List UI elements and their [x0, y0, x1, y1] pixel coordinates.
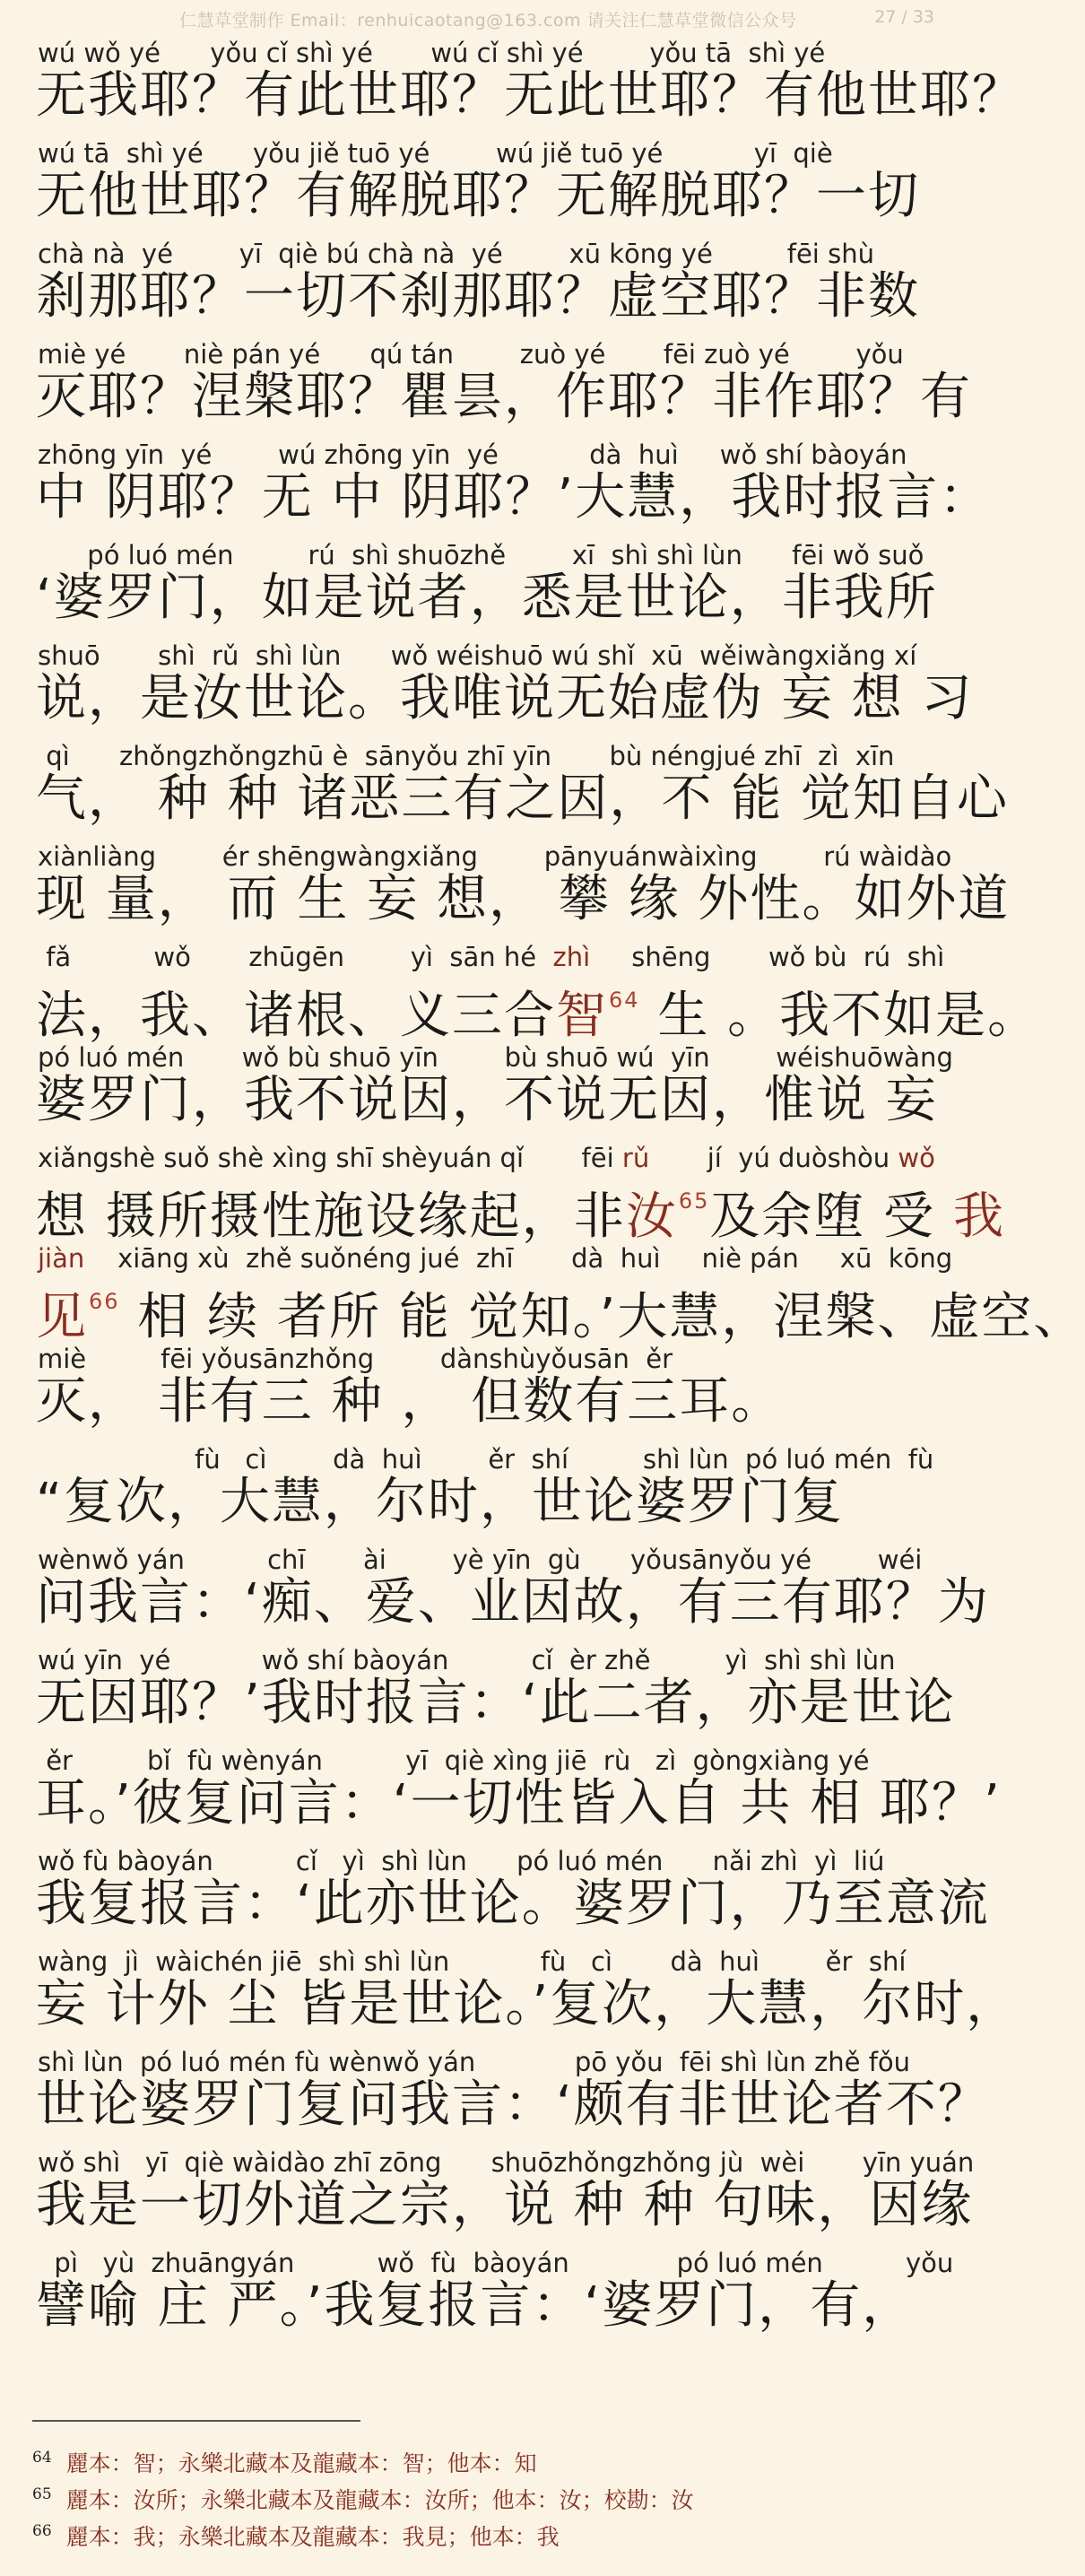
pinyin-text: pó luó mén rú shì shuōzhě xī shì shì lùn fēi wǒ suǒ: [38, 540, 924, 570]
pinyin-row: [38, 1946, 942, 1977]
hanzi-row: [36, 1774, 1002, 1833]
pinyin-text: xiǎngshè suǒ shè xìng shī shèyuán qǐ fēi: [38, 1143, 622, 1173]
hanzi-text: 说，是汝世论。我唯说无始虚伪 妄 想 习: [36, 669, 974, 727]
page-current: 27: [874, 7, 897, 27]
footnote-divider: [32, 2420, 360, 2422]
text-line: [0, 938, 1040, 1045]
hanzi-row: [36, 2176, 974, 2235]
hanzi-text: 气， 种 种 诸恶三有之因，不 能 觉知自心: [36, 770, 1010, 828]
pinyin-text: chà nà yé yī qiè bú chà nà yé xū kōng yé fēi shù: [38, 239, 874, 269]
footnote-item: [32, 2476, 938, 2513]
hanzi-text: 想 摄所摄性施设缘起，非: [36, 1188, 626, 1246]
hanzi-text: 婆罗门，我不说因，不说无因，惟说 妄: [36, 1071, 938, 1129]
pinyin-row: [38, 38, 942, 68]
pinyin-row: [38, 741, 942, 771]
pinyin-text: fǎ wǒ zhūgēn yì sān hé: [38, 942, 553, 972]
hanzi-highlight: 我: [952, 1188, 1005, 1246]
pinyin-text: fù cì dà huì ěr shí shì lùn pó luó mén fù: [38, 1444, 934, 1475]
footnote-ref[interactable]: 64: [609, 988, 640, 1013]
hanzi-text: 无他世耶？有解脱耶？无解脱耶？一切: [36, 167, 920, 225]
footnote-ref[interactable]: 66: [89, 1289, 120, 1314]
text-line: [0, 536, 968, 637]
text-line: [0, 1139, 1005, 1246]
pinyin-row: [38, 942, 945, 972]
hanzi-row: [36, 1975, 1019, 2034]
hanzi-text: 灭耶？涅槃耶？瞿昙，作耶？非作耶？有: [36, 368, 972, 426]
text-line: [0, 436, 992, 536]
hanzi-row: [36, 1875, 990, 1934]
pinyin-text: miè yé niè pán yé qú tán zuò yé fēi zuò yé yǒu: [38, 339, 904, 370]
hanzi-row: [36, 1473, 950, 1532]
hanzi-highlight: 智: [556, 987, 608, 1045]
page-header: [0, 0, 968, 38]
pinyin-text: shì lùn pó luó mén fù wènwǒ yán pō yǒu fēi shì lùn zhě fǒu: [38, 2047, 911, 2077]
text-line: [0, 1240, 1085, 1346]
pinyin-text: wènwǒ yán chī ài yè yīn gù yǒusānyǒu yé wéi: [38, 1545, 923, 1575]
hanzi-row: [36, 468, 992, 527]
text-line: [0, 1742, 1002, 1842]
hanzi-row: [36, 2276, 950, 2336]
hanzi-highlight: 汝: [625, 1188, 678, 1246]
hanzi-row: [36, 569, 950, 628]
pinyin-row: [38, 1745, 942, 1776]
footnote-item: [32, 2513, 938, 2550]
text-line: [0, 838, 1011, 938]
hanzi-row: [36, 1674, 956, 1733]
pinyin-highlight: jiàn: [38, 1243, 85, 1274]
footnotes: [32, 2420, 938, 2550]
text-line: [0, 34, 1024, 135]
hanzi-text: 无因耶？’我时报言：‘此二者，亦是世论: [36, 1674, 956, 1732]
hanzi-text: 灭， 非有三 种 ， 但数有三耳。: [36, 1372, 784, 1431]
hanzi-text: 及余堕 受: [709, 1188, 953, 1246]
pinyin-row: [38, 1444, 942, 1475]
text-line: [0, 1842, 990, 1943]
pinyin-row: [38, 1243, 953, 1274]
footnote-item: [32, 2440, 938, 2476]
pinyin-text: jí yú duòshòu: [649, 1143, 898, 1173]
hanzi-text: 世论婆罗门复问我言：‘颇有非世论者不？: [36, 2076, 990, 2134]
pinyin-row: [38, 1645, 942, 1675]
hanzi-row: [36, 1573, 990, 1632]
pinyin-row: [38, 339, 942, 370]
pinyin-row: [38, 540, 942, 570]
text-line: [0, 1440, 968, 1541]
pinyin-text: xiànliàng ér shēngwàngxiǎng pānyuánwàixìng rú wàidào: [38, 841, 952, 872]
hanzi-row: [36, 1071, 950, 1130]
hanzi-text: 中 阴耶？无 中 阴耶？’大慧，我时报言：: [36, 468, 992, 527]
page-number: 27 / 33: [874, 7, 934, 27]
pinyin-row: [38, 1545, 942, 1575]
hanzi-row: [36, 66, 1024, 126]
pinyin-text: wǒ fù bàoyán cǐ yì shì lùn pó luó mén nǎi zhì yì liú: [38, 1846, 885, 1876]
text-line: [0, 637, 974, 737]
text-line: [0, 1541, 990, 1641]
footnote-number: 64: [32, 2449, 52, 2467]
pinyin-text: qì zhǒngzhǒngzhū è sānyǒu zhī yīn bù néngjué zhī zì xīn: [38, 741, 895, 771]
hanzi-text: 无我耶？有此世耶？无此世耶？有他世耶？: [36, 66, 1024, 125]
pinyin-text: shēng wǒ bù rú shì: [590, 942, 945, 972]
text-line: [0, 1340, 968, 1440]
pinyin-text: miè fēi yǒusānzhǒng dànshùyǒusān ěr: [38, 1344, 673, 1374]
text-line: [0, 2244, 968, 2345]
hanzi-row: [36, 368, 972, 427]
pinyin-text: shuō shì rǔ shì lùn wǒ wéishuō wú shǐ xū wěiwàngxiǎng xí: [38, 640, 917, 671]
sutra-text: [0, 34, 1085, 2345]
pinyin-text: wǒ shì yī qiè wàidào zhī zōng shuōzhǒngzhǒng jù wèi yīn yuán: [38, 2147, 975, 2178]
hanzi-row: [36, 970, 1040, 1046]
pinyin-row: [38, 1344, 942, 1374]
text-line: [0, 235, 968, 335]
pinyin-highlight: rǔ: [621, 1143, 650, 1173]
text-line: [0, 1641, 968, 1742]
pinyin-text: wú wǒ yé yǒu cǐ shì yé wú cǐ shì yé yǒu tā shì yé: [38, 38, 826, 68]
pinyin-row: [38, 2147, 975, 2178]
text-line: [0, 335, 972, 436]
pinyin-row: [38, 1143, 942, 1173]
pinyin-text: xiāng xù zhě suǒnéng jué zhī dà huì niè pán xū kōng: [84, 1243, 953, 1274]
hanzi-text: 问我言：‘痴、爱、业因故，有三有耶？为: [36, 1573, 990, 1632]
pinyin-row: [38, 2047, 942, 2077]
pinyin-text: pó luó mén wǒ bù shuō yīn bù shuō wú yīn wéishuōwàng: [38, 1042, 953, 1073]
footnote-number: 66: [32, 2522, 52, 2540]
hanzi-row: [36, 1372, 950, 1432]
hanzi-text: 现 量， 而 生 妄 想， 攀 缘 外性。如外道: [36, 870, 1011, 928]
pinyin-row: [38, 239, 942, 269]
hanzi-text: 耳。’彼复问言：‘一切性皆入自 共 相 耶？’: [36, 1774, 1002, 1832]
text-line: [0, 2144, 975, 2244]
footnote-text: 麗本：汝所；永樂北藏本及龍藏本：汝所；他本：汝；校勘：汝: [65, 2487, 694, 2513]
pinyin-highlight: zhì: [552, 942, 591, 972]
pinyin-row: [38, 841, 952, 872]
hanzi-text: 譬喻 庄 严。’我复报言：‘婆罗门，有，: [36, 2276, 915, 2335]
footnote-number: 65: [32, 2485, 52, 2503]
pinyin-text: wú yīn yé wǒ shí bàoyán cǐ èr zhě yì shì shì lùn: [38, 1645, 896, 1675]
pinyin-row: [38, 1042, 953, 1073]
hanzi-row: [36, 2076, 990, 2135]
hanzi-text: 相 续 者所 能 觉知。’大慧，涅槃、虚空、: [119, 1288, 1085, 1346]
pinyin-row: [38, 640, 942, 671]
hanzi-text: 我复报言：‘此亦世论。婆罗门，乃至意流: [36, 1875, 990, 1933]
text-line: [0, 1039, 968, 1139]
page-total: 33: [912, 7, 934, 27]
pinyin-row: [38, 439, 942, 470]
text-line: [0, 737, 1010, 838]
hanzi-row: [36, 267, 950, 326]
hanzi-text: 我是一切外道之宗，说 种 种 句味，因缘: [36, 2176, 974, 2234]
text-line: [0, 135, 968, 235]
pinyin-text: ěr bǐ fù wènyán yī qiè xìng jiē rù zì gòngxiàng yé: [38, 1745, 870, 1776]
hanzi-row: [36, 1272, 1085, 1347]
text-line: [0, 2043, 990, 2144]
pinyin-row: [38, 138, 942, 169]
hanzi-text: ‘婆罗门，如是说者，悉是世论，非我所: [36, 569, 938, 627]
pinyin-text: zhōng yīn yé wú zhōng yīn yé dà huì wǒ shí bàoyán: [38, 439, 907, 470]
header-credit: 仁慧草堂制作 Email：renhuicaotang@163.com 请关注仁慧草堂微信公众号: [179, 11, 797, 30]
hanzi-text: “复次，大慧，尔时，世论婆罗门复: [36, 1473, 845, 1531]
pinyin-row: [38, 1846, 942, 1876]
hanzi-row: [36, 870, 1011, 929]
hanzi-text: 法，我、诸根、义三合: [36, 987, 556, 1045]
hanzi-row: [36, 669, 974, 728]
footnote-ref[interactable]: 65: [678, 1188, 710, 1214]
hanzi-row: [36, 770, 1010, 829]
pinyin-row: [38, 2248, 954, 2278]
hanzi-highlight: 见: [36, 1288, 88, 1346]
pinyin-highlight: wǒ: [898, 1143, 935, 1173]
hanzi-text: 刹那耶？一切不刹那耶？虚空耶？非数: [36, 267, 920, 326]
footnote-text: 麗本：我；永樂北藏本及龍藏本：我見；他本：我: [65, 2524, 560, 2550]
pinyin-text: wú tā shì yé yǒu jiě tuō yé wú jiě tuō yé yī qiè: [38, 138, 833, 169]
pinyin-text: wàng jì wàichén jiē shì shì lùn fù cì dà huì ěr shí: [38, 1946, 907, 1977]
hanzi-text: 生 。我不如是。: [639, 987, 1040, 1045]
hanzi-row: [36, 167, 950, 226]
footnote-text: 麗本：智；永樂北藏本及龍藏本：智；他本：知: [65, 2450, 537, 2476]
hanzi-row: [36, 1171, 1005, 1247]
text-line: [0, 1943, 1019, 2043]
pinyin-text: pì yù zhuāngyán wǒ fù bàoyán pó luó mén yǒu: [38, 2248, 954, 2278]
hanzi-text: 妄 计外 尘 皆是世论。’复次，大慧，尔时，: [36, 1975, 1019, 2033]
